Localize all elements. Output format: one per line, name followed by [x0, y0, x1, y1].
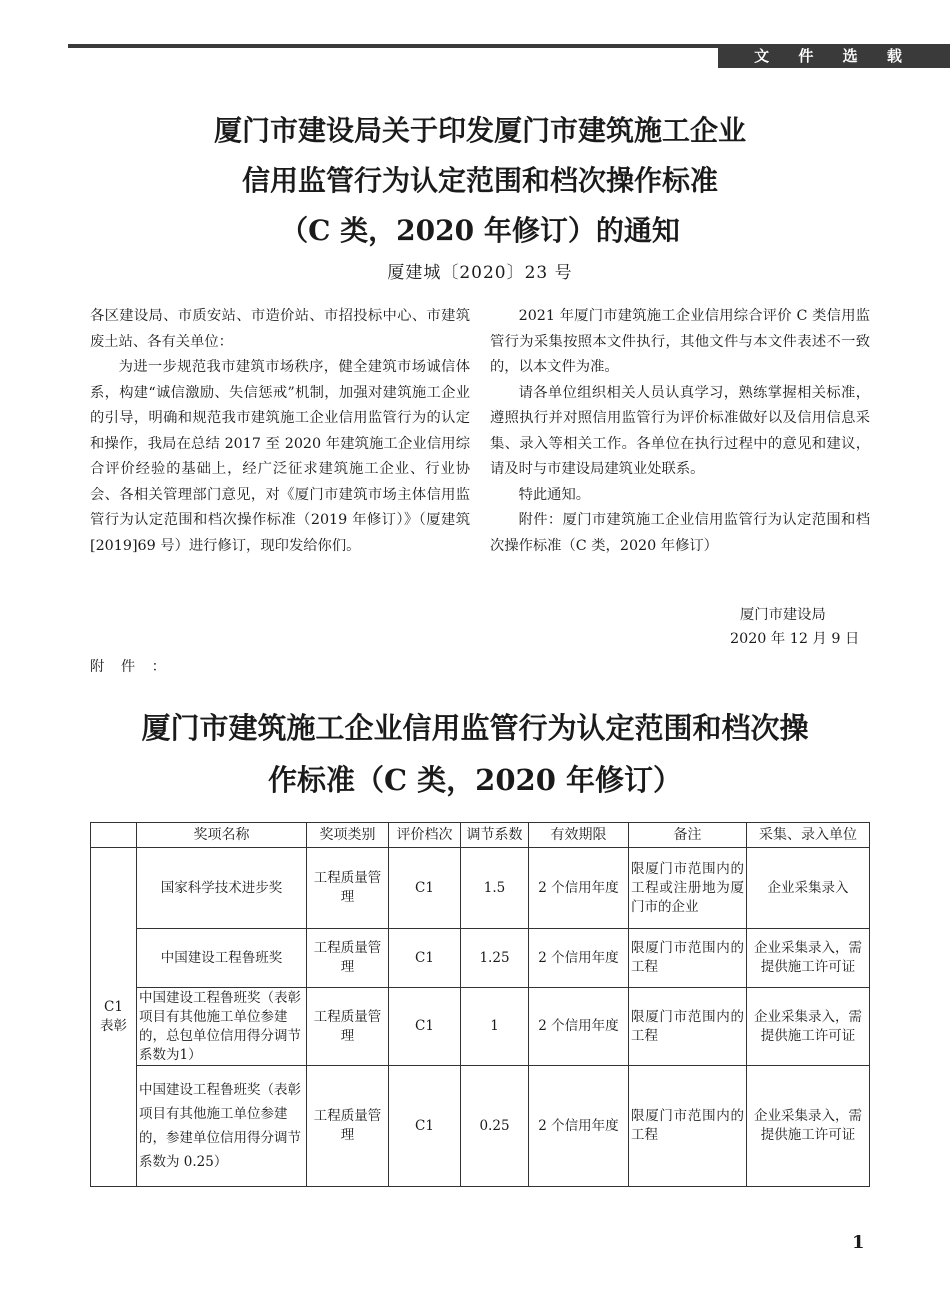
category-cell: 工程质量管理 — [307, 848, 389, 929]
notice-body-right — [490, 304, 870, 559]
award-name-cell: 中国建设工程鲁班奖（表彰项目有其他施工单位参建的，参建单位信用得分调节系数为 0.25） — [137, 1066, 307, 1187]
notice-title — [90, 106, 870, 256]
coefficient-cell: 0.25 — [461, 1066, 529, 1187]
attachment-reference: 附件：厦门市建筑施工企业信用监管行为认定范围和档次操作标准（C 类，2020 年修订） — [490, 512, 870, 554]
table-header-row — [91, 823, 870, 848]
award-name-cell: 中国建设工程鲁班奖 — [137, 929, 307, 988]
coefficient-cell: 1.5 — [461, 848, 529, 929]
attachment-label: 附 件 ： — [90, 659, 172, 675]
notice-title-line: （C 类，2020 年修订）的通知 — [280, 214, 680, 247]
table-row — [91, 1066, 870, 1187]
collector-cell: 企业采集录入，需提供施工许可证 — [747, 929, 870, 988]
body-paragraph: 请各单位组织相关人员认真学习，熟练掌握相关标准，遵照执行并对照信用监管行为评价标准做好以及信用信息采集、录入等相关工作。各单位在执行过程中的意见和建议，请及时与市建设局建筑业处联系。 — [490, 384, 870, 477]
collector-cell: 企业采集录入 — [747, 848, 870, 929]
collector-cell: 企业采集录入，需提供施工许可证 — [747, 988, 870, 1066]
notice-title-line: 厦门市建设局关于印发厦门市建筑施工企业 — [213, 114, 746, 147]
category-cell: 工程质量管理 — [307, 929, 389, 988]
table-row — [91, 848, 870, 929]
level-cell: C1 — [389, 929, 461, 988]
table-header-cell: 采集、录入单位 — [747, 823, 870, 848]
standards-table — [90, 822, 870, 1187]
notice-body-left — [90, 304, 470, 559]
table-row — [91, 929, 870, 988]
period-cell: 2 个信用年度 — [529, 988, 629, 1066]
table-header-cell: 调节系数 — [461, 823, 529, 848]
table-row — [91, 988, 870, 1066]
standard-title — [70, 702, 880, 806]
category-cell: 工程质量管理 — [307, 1066, 389, 1187]
table-header-cell: 备注 — [629, 823, 747, 848]
category-cell: 工程质量管理 — [307, 988, 389, 1066]
coefficient-cell: 1 — [461, 988, 529, 1066]
table-header-cell — [91, 823, 137, 848]
notice-title-line: 信用监管行为认定范围和档次操作标准 — [241, 164, 718, 197]
level-cell: C1 — [389, 1066, 461, 1187]
page-number: 1 — [852, 1232, 865, 1253]
collector-cell: 企业采集录入，需提供施工许可证 — [747, 1066, 870, 1187]
document-number: 厦建城〔2020〕23 号 — [387, 263, 573, 283]
note-cell: 限厦门市范围内的工程 — [629, 988, 747, 1066]
table-header-cell: 奖项名称 — [137, 823, 307, 848]
period-cell: 2 个信用年度 — [529, 848, 629, 929]
note-cell: 限厦门市范围内的工程或注册地为厦门市的企业 — [629, 848, 747, 929]
table-header-cell: 奖项类别 — [307, 823, 389, 848]
header-rule — [68, 44, 718, 48]
table-header-cell: 有效期限 — [529, 823, 629, 848]
award-name-cell: 国家科学技术进步奖 — [137, 848, 307, 929]
level-cell: C1 — [389, 848, 461, 929]
group-label-cell: C1 表彰 — [91, 848, 137, 1187]
signature-date: 2020 年 12 月 9 日 — [730, 631, 860, 647]
period-cell: 2 个信用年度 — [529, 1066, 629, 1187]
closing-line: 特此通知。 — [518, 486, 591, 503]
body-paragraph: 为进一步规范我市建筑市场秩序，健全建筑市场诚信体系，构建“诚信激励、失信惩戒”机制，加强对建筑施工企业的引导，明确和规范我市建筑施工企业信用监管行为的认定和操作，我局在总结 2017 至 2020 年建筑施工企业信用综合评价经验的基础上，经广泛征求建筑施工企业、行业协会、各相关管理部门意见，对《厦门市建筑市场主体信用监管行为认定范围和档次操作标准（2019 年修订）》（厦建筑[2019]69 号）进行修订，现印发给你们。 — [90, 359, 470, 554]
award-name-cell: 中国建设工程鲁班奖（表彰项目有其他施工单位参建的，总包单位信用得分调节系数为1） — [137, 988, 307, 1066]
standard-title-line: 厦门市建筑施工企业信用监管行为认定范围和档次操 — [141, 711, 809, 745]
salutation: 各区建设局、市质安站、市造价站、市招投标中心、市建筑废土站、各有关单位： — [90, 308, 470, 350]
section-tag: 文 件 选 载 — [718, 44, 950, 68]
level-cell: C1 — [389, 988, 461, 1066]
period-cell: 2 个信用年度 — [529, 929, 629, 988]
table-header-cell: 评价档次 — [389, 823, 461, 848]
standard-title-line: 作标准（C 类，2020 年修订） — [268, 763, 682, 797]
note-cell: 限厦门市范围内的工程 — [629, 929, 747, 988]
signature-organization: 厦门市建设局 — [740, 607, 826, 623]
note-cell: 限厦门市范围内的工程 — [629, 1066, 747, 1187]
body-paragraph: 2021 年厦门市建筑施工企业信用综合评价 C 类信用监管行为采集按照本文件执行，其他文件与本文件表述不一致的，以本文件为准。 — [490, 308, 870, 375]
coefficient-cell: 1.25 — [461, 929, 529, 988]
